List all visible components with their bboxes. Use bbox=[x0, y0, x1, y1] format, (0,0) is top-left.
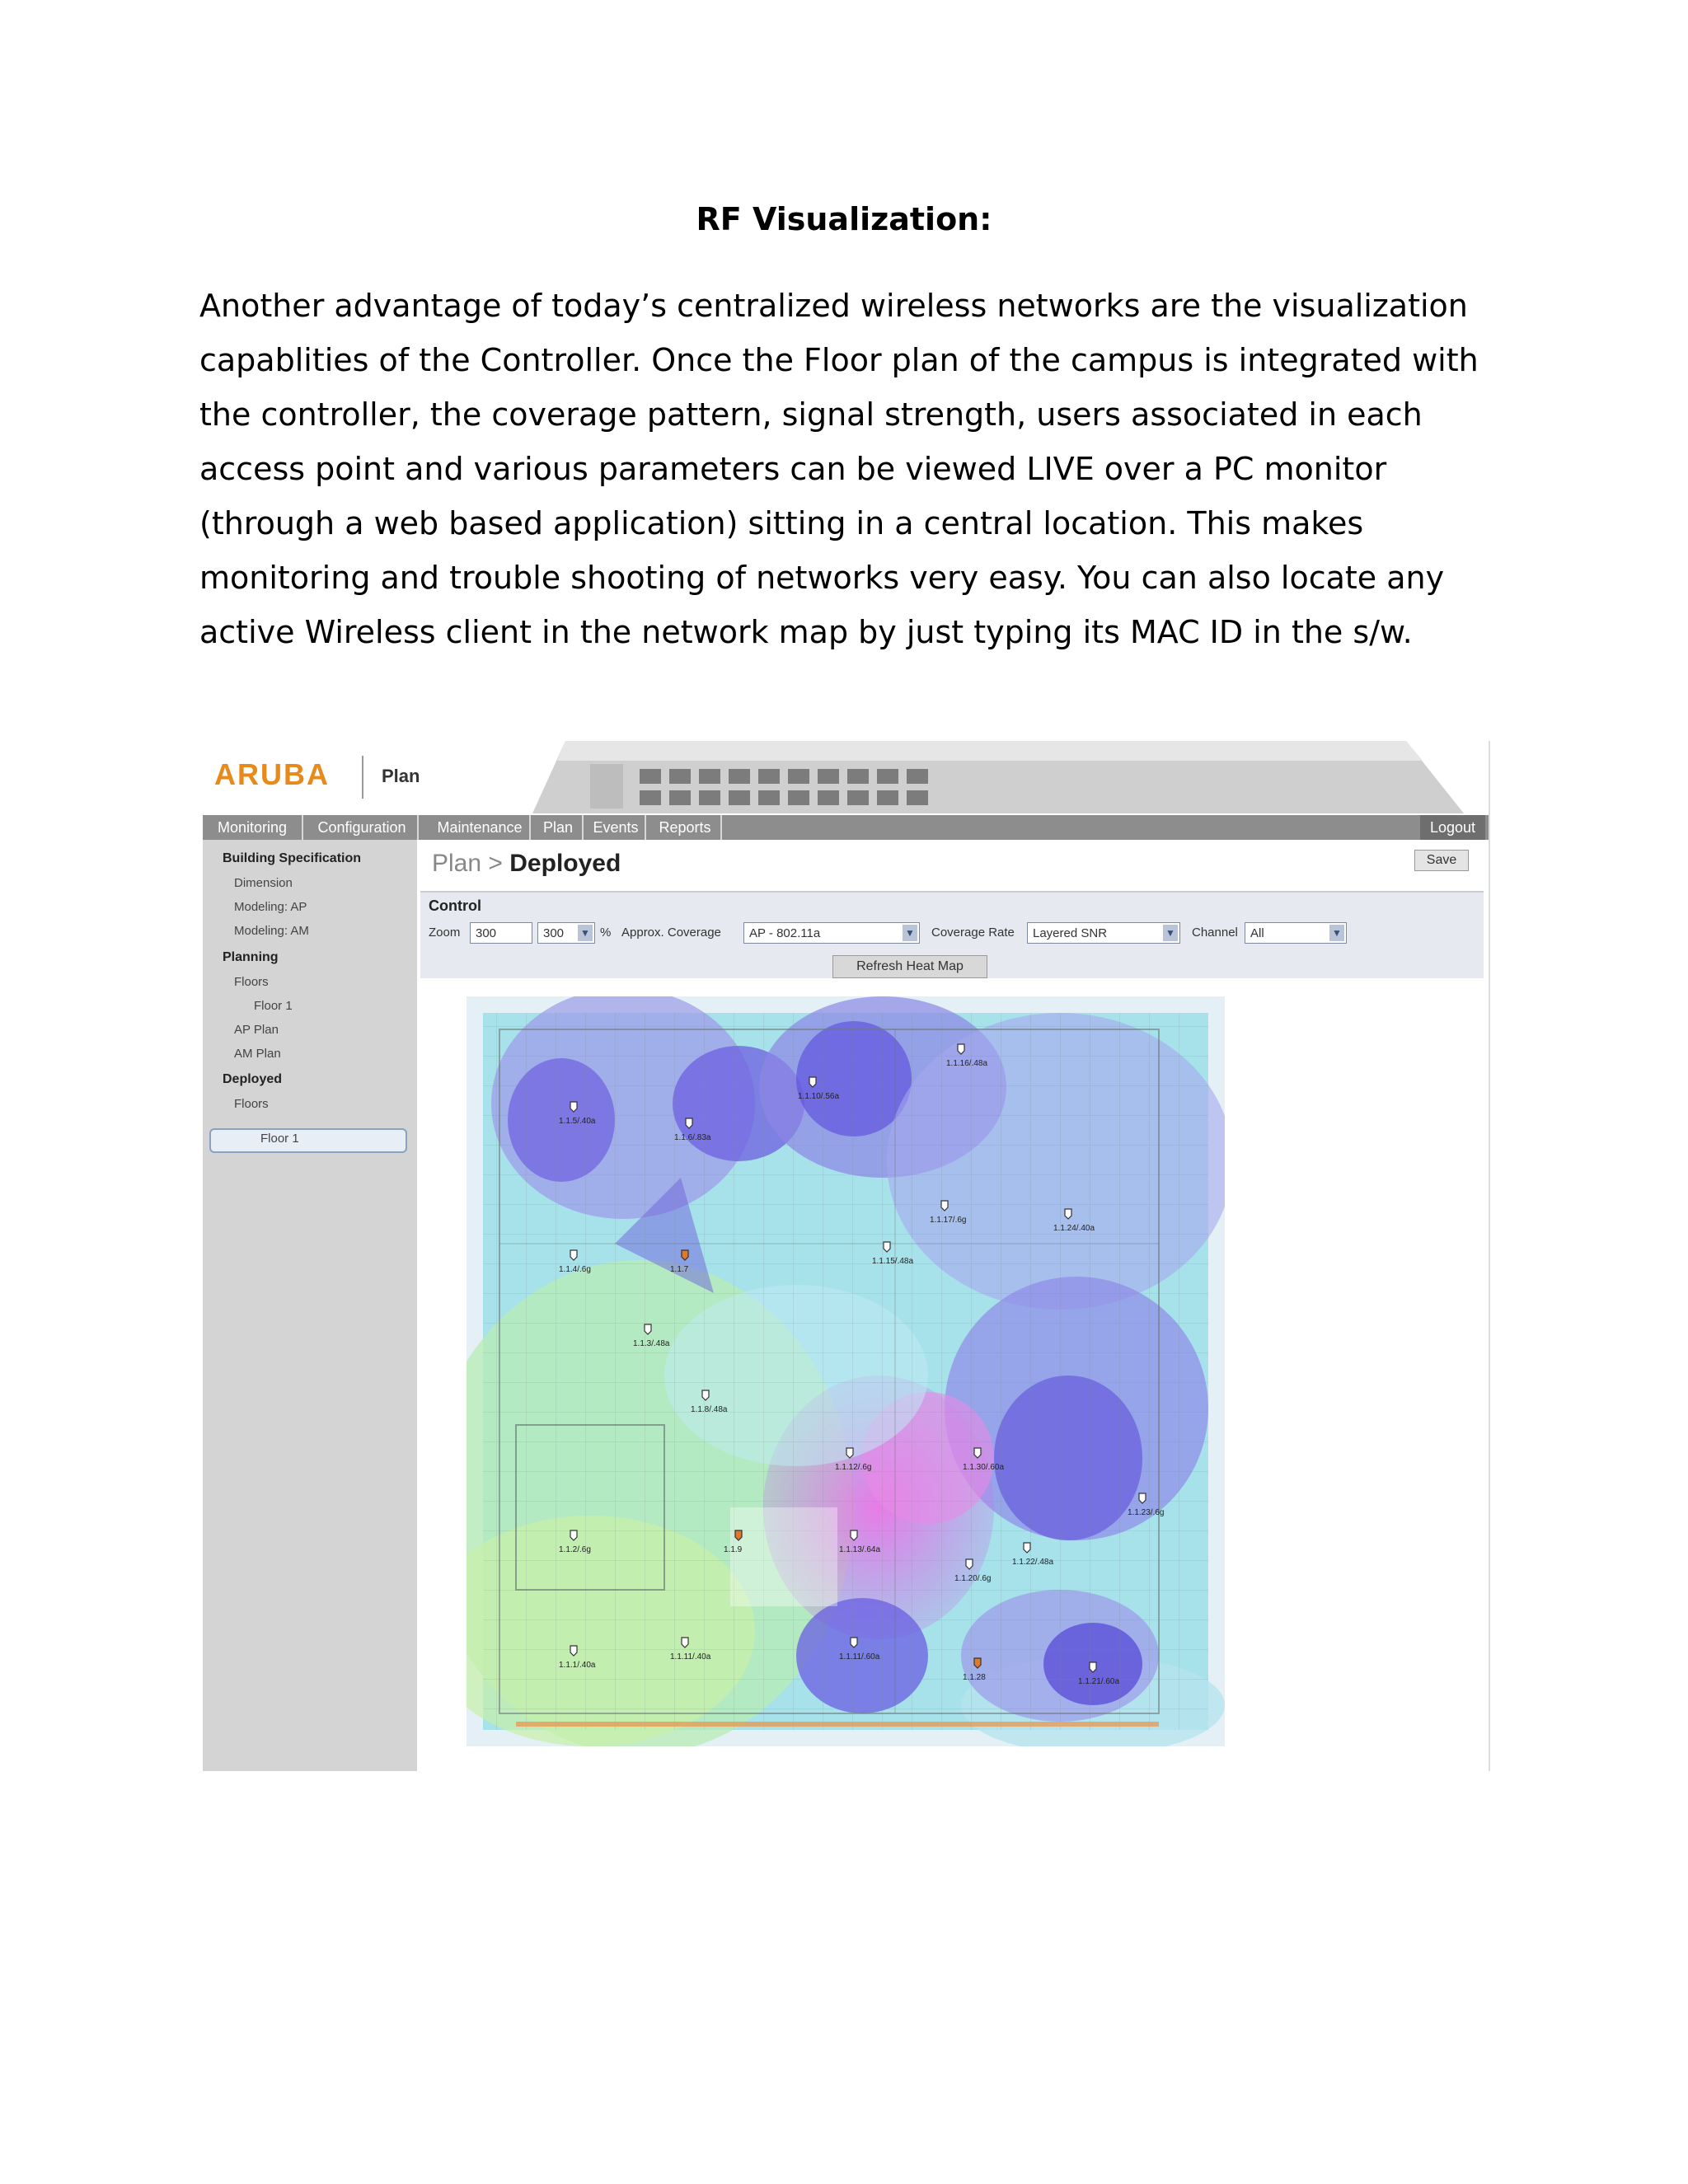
sidebar-item-floor-1[interactable]: Floor 1 bbox=[254, 999, 293, 1013]
module-title: Plan bbox=[382, 766, 420, 786]
tab-configuration[interactable]: Configuration bbox=[307, 815, 419, 840]
channel-select-value: All bbox=[1250, 926, 1264, 940]
body-line: Another advantage of today’s centralized wireless networks are the visualization bbox=[199, 288, 1468, 324]
sidebar-item-planning[interactable]: Planning bbox=[223, 950, 279, 964]
sidebar-item-deployed-floors[interactable]: Floors bbox=[234, 1097, 269, 1111]
document-body bbox=[199, 279, 1510, 659]
access-point-label: 1.1.13/.64a bbox=[839, 1545, 881, 1554]
zoom-input[interactable]: 300 bbox=[470, 922, 532, 944]
sidebar-item-dimension[interactable]: Dimension bbox=[234, 876, 293, 890]
sidebar-item-deployed[interactable]: Deployed bbox=[223, 1072, 283, 1086]
access-point-label: 1.1.21/.60a bbox=[1078, 1677, 1120, 1686]
body-line: monitoring and trouble shooting of networks very easy. You can also locate any bbox=[199, 560, 1445, 596]
body-line: access point and various parameters can be viewed LIVE over a PC monitor bbox=[199, 451, 1387, 487]
document-title: RF Visualization: bbox=[696, 201, 992, 237]
breadcrumb bbox=[432, 850, 621, 878]
chevron-down-icon: ▼ bbox=[903, 925, 917, 941]
breadcrumb-current: Deployed bbox=[509, 850, 621, 877]
sidebar-item-modeling-am[interactable]: Modeling: AM bbox=[234, 924, 309, 938]
coverage-rate-select[interactable] bbox=[1027, 922, 1180, 944]
main-nav bbox=[203, 815, 1489, 840]
tab-events[interactable]: Events bbox=[587, 815, 646, 840]
access-point-label: 1.1.30/.60a bbox=[963, 1463, 1005, 1472]
access-point-label: 1.1.17/.6g bbox=[930, 1216, 967, 1225]
channel-label: Channel bbox=[1192, 926, 1238, 940]
access-point-label: 1.1.22/.48a bbox=[1012, 1558, 1054, 1567]
heat-map-canvas[interactable] bbox=[467, 996, 1225, 1746]
tab-monitoring[interactable]: Monitoring bbox=[203, 815, 303, 840]
sidebar-item-floors[interactable]: Floors bbox=[234, 975, 269, 989]
sidebar-item-am-plan[interactable]: AM Plan bbox=[234, 1047, 281, 1061]
control-title: Control bbox=[429, 898, 481, 914]
sidebar-item-building-spec[interactable]: Building Specification bbox=[223, 851, 362, 865]
channel-select[interactable] bbox=[1245, 922, 1347, 944]
aruba-logo: ARUBA bbox=[214, 757, 330, 791]
tab-maintenance[interactable]: Maintenance bbox=[430, 815, 531, 840]
coverage-select[interactable] bbox=[743, 922, 920, 944]
sidebar-item-modeling-ap[interactable]: Modeling: AP bbox=[234, 900, 307, 914]
logo-divider bbox=[362, 756, 363, 799]
access-point-label: 1.1.23/.6g bbox=[1128, 1508, 1165, 1517]
access-point-label: 1.1.28 bbox=[963, 1673, 986, 1682]
coverage-label: Approx. Coverage bbox=[621, 926, 721, 940]
access-point-label: 1.1.15/.48a bbox=[872, 1257, 914, 1266]
access-point-label: 1.1.3/.48a bbox=[633, 1339, 670, 1348]
refresh-heat-map-button[interactable]: Refresh Heat Map bbox=[832, 955, 987, 978]
sidebar bbox=[203, 840, 417, 1771]
control-panel bbox=[420, 891, 1484, 978]
app-header bbox=[203, 741, 1489, 815]
access-point-label: 1.1.11/.40a bbox=[670, 1652, 711, 1661]
save-button[interactable]: Save bbox=[1414, 850, 1469, 871]
body-line: capablities of the Controller. Once the Floor plan of the campus is integrated with bbox=[199, 342, 1479, 378]
access-point-label: 1.1.8/.48a bbox=[691, 1405, 728, 1414]
access-point-label: 1.1.1/.40a bbox=[559, 1661, 596, 1670]
zoom-select[interactable] bbox=[537, 922, 595, 944]
body-line: the controller, the coverage pattern, signal strength, users associated in each bbox=[199, 396, 1423, 433]
heat-map[interactable] bbox=[467, 996, 1225, 1746]
access-point-label: 1.1.2/.6g bbox=[559, 1545, 591, 1554]
access-point-label: 1.1.16/.48a bbox=[946, 1059, 988, 1068]
zoom-select-value: 300 bbox=[543, 926, 565, 940]
breadcrumb-parent[interactable]: Plan bbox=[432, 850, 482, 877]
access-point-label: 1.1.11/.60a bbox=[839, 1652, 880, 1661]
chevron-down-icon: ▼ bbox=[1163, 925, 1178, 941]
controller-screenshot bbox=[203, 741, 1490, 1771]
coverage-select-value: AP - 802.11a bbox=[749, 926, 821, 940]
access-point-label: 1.1.5/.40a bbox=[559, 1117, 596, 1126]
body-line: (through a web based application) sitting in a central location. This makes bbox=[199, 505, 1364, 541]
access-point-label: 1.1.9 bbox=[724, 1545, 743, 1554]
sidebar-item-ap-plan[interactable]: AP Plan bbox=[234, 1023, 279, 1037]
zoom-percent: % bbox=[600, 926, 612, 940]
chevron-down-icon: ▼ bbox=[578, 925, 593, 941]
sidebar-selected-highlight bbox=[209, 1128, 407, 1153]
access-point-label: 1.1.6/.83a bbox=[674, 1133, 711, 1142]
chevron-down-icon: ▼ bbox=[1329, 925, 1344, 941]
coverage-rate-label: Coverage Rate bbox=[931, 926, 1015, 940]
access-point-label: 1.1.24/.40a bbox=[1053, 1224, 1095, 1233]
controller-hardware-image bbox=[516, 741, 1464, 815]
tab-plan[interactable]: Plan bbox=[534, 815, 584, 840]
breadcrumb-separator: > bbox=[488, 850, 503, 877]
access-point-label: 1.1.7 bbox=[670, 1265, 689, 1274]
access-point-label: 1.1.20/.6g bbox=[954, 1574, 992, 1583]
coverage-rate-value: Layered SNR bbox=[1033, 926, 1108, 940]
tab-reports[interactable]: Reports bbox=[649, 815, 722, 840]
logout-button[interactable]: Logout bbox=[1420, 815, 1485, 840]
access-point-label: 1.1.12/.6g bbox=[835, 1463, 872, 1472]
body-line: active Wireless client in the network map by just typing its MAC ID in the s/w. bbox=[199, 614, 1413, 650]
access-point-label: 1.1.4/.6g bbox=[559, 1265, 591, 1274]
sidebar-item-deployed-floor-1[interactable]: Floor 1 bbox=[260, 1132, 299, 1146]
access-point-label: 1.1.10/.56a bbox=[798, 1092, 840, 1101]
zoom-label: Zoom bbox=[429, 926, 461, 940]
